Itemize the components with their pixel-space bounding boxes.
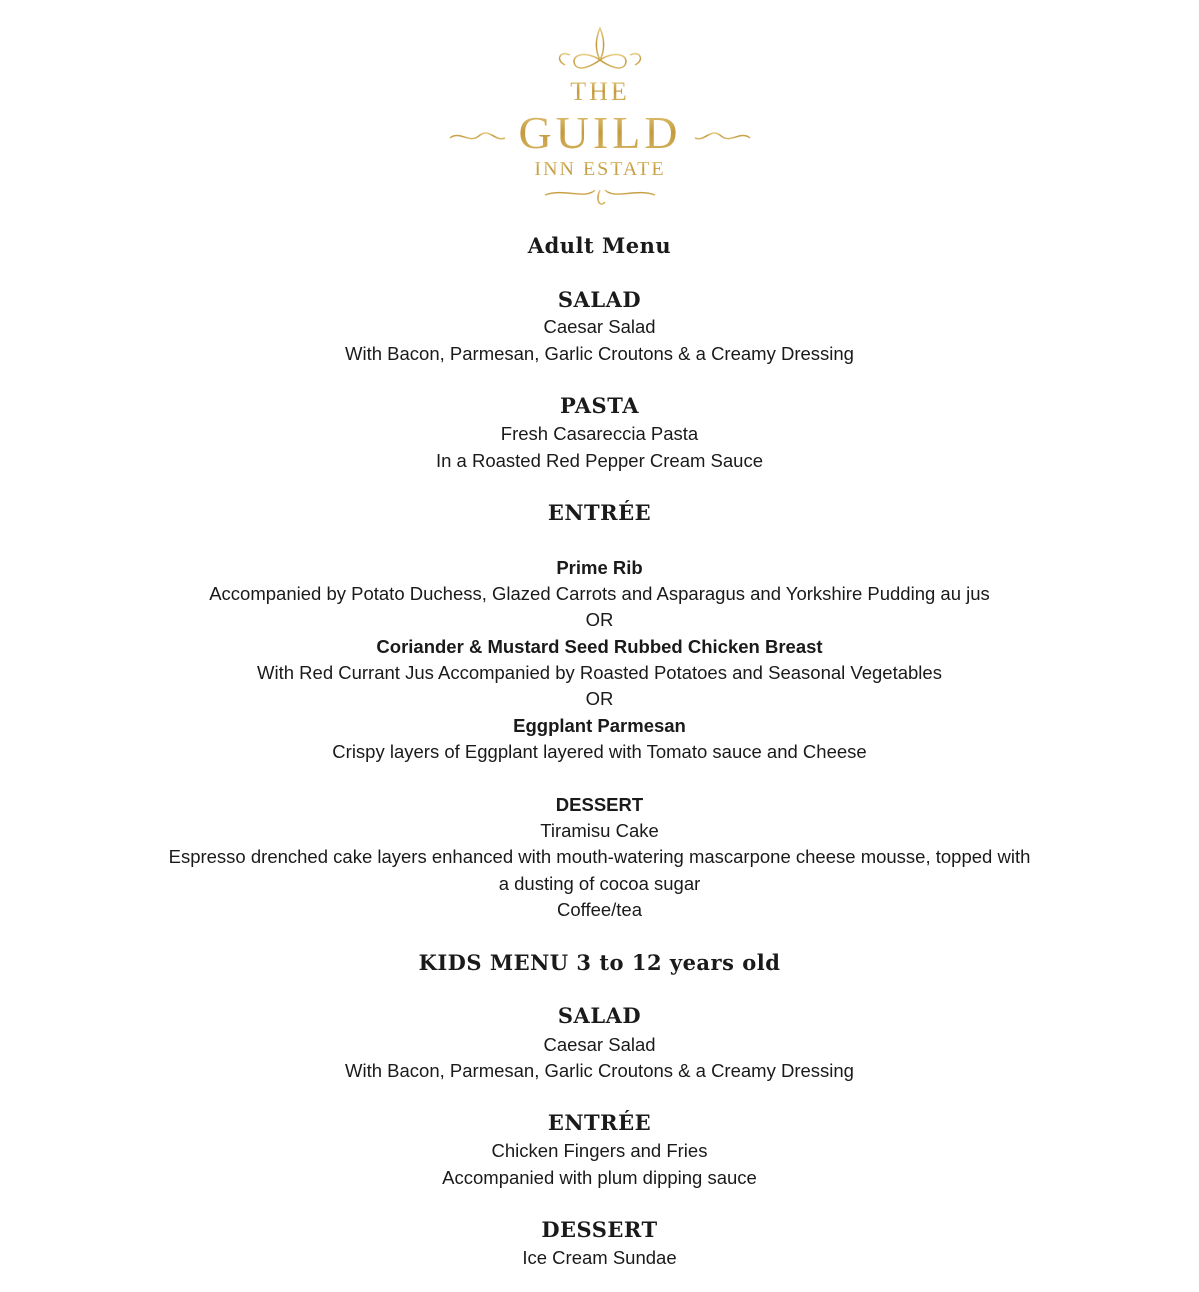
kids-dessert-heading: DESSERT bbox=[541, 1217, 658, 1242]
entree-option-name: Eggplant Parmesan bbox=[513, 715, 686, 736]
entree-option-name: Prime Rib bbox=[556, 557, 643, 578]
kids-entree-heading: ENTRÉE bbox=[547, 1110, 652, 1135]
kids-dessert-item: Ice Cream Sundae bbox=[522, 1247, 677, 1268]
kids-salad-desc: With Bacon, Parmesan, Garlic Croutons & a Creamy Dressing bbox=[345, 1060, 854, 1081]
or-separator: OR bbox=[585, 609, 614, 630]
svg-text:THE: THE bbox=[570, 77, 630, 106]
dessert-desc: Espresso drenched cake layers enhanced with mouth-watering mascarpone cheese mousse, topped with bbox=[168, 846, 1031, 867]
adult-menu-title: Adult Menu bbox=[527, 233, 672, 258]
dessert-extra: Coffee/tea bbox=[556, 899, 643, 920]
pasta-desc: In a Roasted Red Pepper Cream Sauce bbox=[435, 450, 764, 471]
dessert-item: Tiramisu Cake bbox=[540, 820, 659, 841]
guild-inn-estate-logo bbox=[435, 20, 765, 215]
entree-option-desc: With Red Currant Jus Accompanied by Roasted Potatoes and Seasonal Vegetables bbox=[257, 662, 942, 683]
entree-option-desc: Accompanied by Potato Duchess, Glazed Carrots and Asparagus and Yorkshire Pudding au jus bbox=[209, 583, 990, 604]
svg-text:GUILD: GUILD bbox=[518, 107, 682, 158]
entree-option-name: Coriander & Mustard Seed Rubbed Chicken Breast bbox=[376, 636, 823, 657]
pasta-item: Fresh Casareccia Pasta bbox=[500, 423, 699, 444]
salad-item: Caesar Salad bbox=[543, 316, 656, 337]
kids-salad-heading: SALAD bbox=[557, 1003, 642, 1028]
entree-option-desc: Crispy layers of Eggplant layered with Tomato sauce and Cheese bbox=[332, 741, 867, 762]
dessert-desc: a dusting of cocoa sugar bbox=[498, 873, 701, 894]
kids-entree-desc: Accompanied with plum dipping sauce bbox=[442, 1167, 757, 1188]
pasta-heading: PASTA bbox=[560, 393, 639, 418]
kids-salad-item: Caesar Salad bbox=[543, 1034, 656, 1055]
salad-heading: SALAD bbox=[557, 287, 642, 312]
dessert-heading: DESSERT bbox=[555, 794, 644, 815]
or-separator: OR bbox=[585, 688, 614, 709]
kids-entree-item: Chicken Fingers and Fries bbox=[491, 1140, 708, 1161]
entree-heading: ENTRÉE bbox=[547, 500, 652, 525]
salad-desc: With Bacon, Parmesan, Garlic Croutons & a Creamy Dressing bbox=[345, 343, 854, 364]
svg-text:INN ESTATE: INN ESTATE bbox=[534, 158, 666, 180]
kids-menu-title: KIDS MENU 3 to 12 years old bbox=[418, 950, 781, 975]
